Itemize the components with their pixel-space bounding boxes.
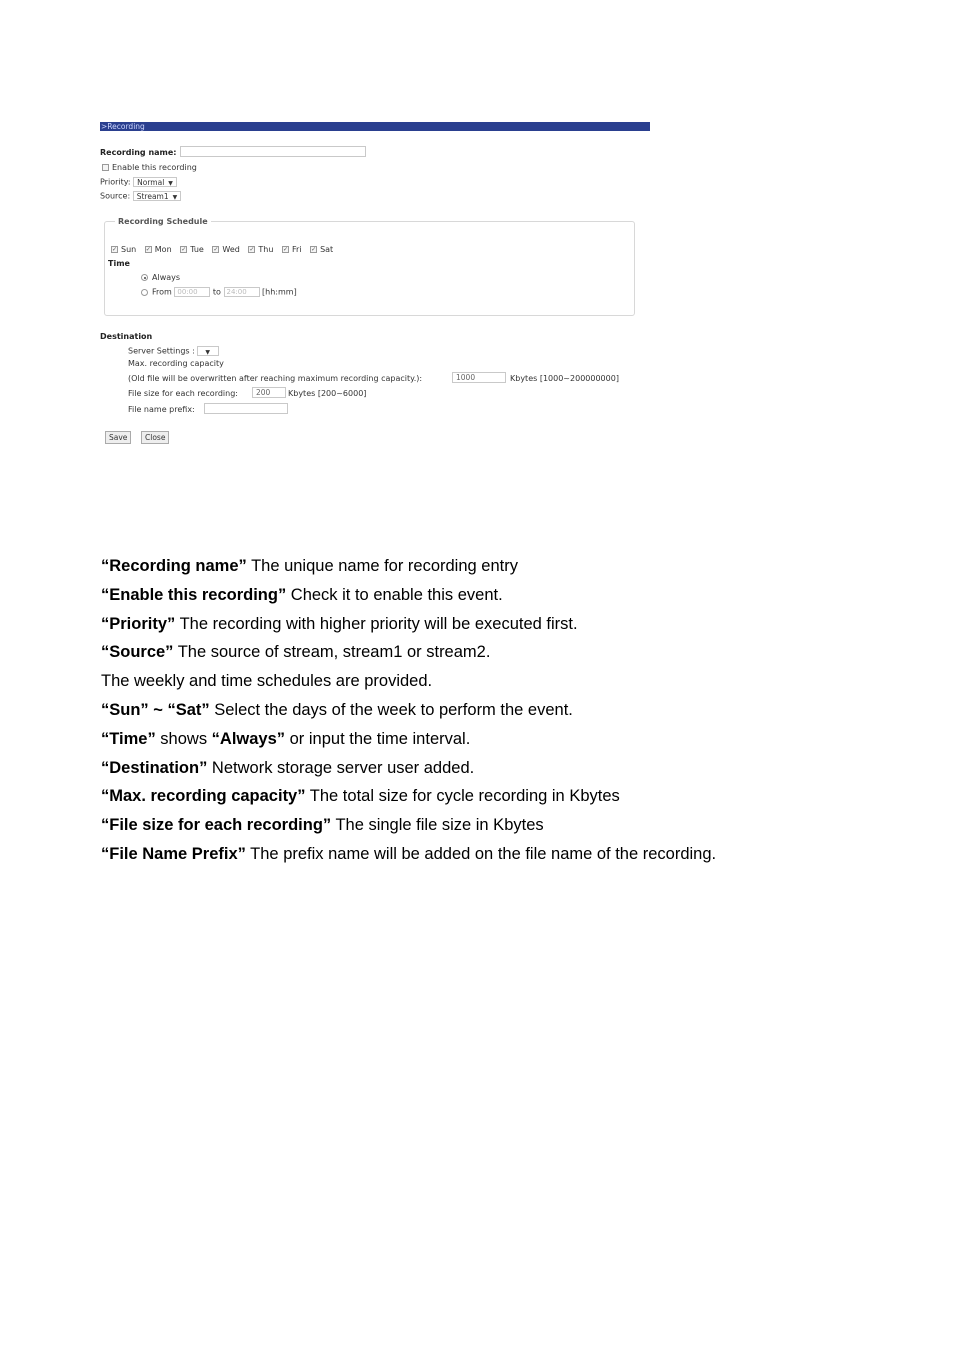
file-size-unit: Kbytes [200~6000] [288, 389, 367, 398]
days-row [111, 245, 339, 255]
day-label: Fri [291, 245, 302, 254]
day-checkbox[interactable]: ✓ [112, 246, 118, 253]
desc-term: “File Name Prefix” [101, 844, 246, 863]
server-settings-label: Server Settings : [128, 346, 195, 356]
enable-recording-checkbox[interactable] [102, 164, 109, 171]
field-descriptions [101, 552, 901, 869]
desc-recording-name [101, 552, 901, 581]
overwrite-note: (Old file will be overwritten after reaching maximum recording capacity.): [128, 374, 423, 383]
desc-max-capacity [101, 782, 901, 811]
day-checkbox[interactable]: ✓ [249, 246, 255, 253]
max-capacity-input[interactable]: 1000 [452, 372, 506, 383]
desc-text: The weekly and time schedules are provided. [101, 672, 433, 691]
priority-label: Priority: [100, 177, 131, 187]
day-mon[interactable] [145, 245, 172, 254]
prefix-input[interactable] [204, 403, 288, 414]
recording-settings-screenshot [100, 122, 650, 452]
desc-source [101, 638, 901, 667]
day-label: Sat [320, 245, 334, 254]
day-thu[interactable] [248, 245, 273, 254]
day-label: Sun [121, 245, 137, 254]
source-row [100, 191, 181, 202]
priority-value: Normal [137, 178, 165, 187]
desc-term: “File size for each recording” [101, 816, 332, 835]
destination-label: Destination [100, 332, 153, 341]
desc-enable [101, 581, 901, 610]
day-checkbox[interactable]: ✓ [213, 246, 219, 253]
enable-recording-label: Enable this recording [112, 163, 197, 172]
day-label: Wed [222, 245, 240, 254]
desc-term: “Time” [101, 729, 156, 748]
desc-text: The single file size in Kbytes [331, 816, 544, 835]
desc-term: “Max. recording capacity” [101, 787, 306, 806]
server-settings-select[interactable] [197, 346, 219, 356]
time-label: Time [108, 259, 130, 268]
desc-term: “Priority” [101, 614, 176, 633]
day-tue[interactable] [180, 245, 204, 254]
recording-schedule-legend: Recording Schedule [115, 217, 211, 226]
max-capacity-label: Max. recording capacity [128, 359, 224, 368]
desc-text: The unique name for recording entry [246, 557, 518, 575]
day-label: Thu [258, 245, 274, 254]
from-time-input[interactable]: 00:00 [174, 287, 210, 297]
day-checkbox[interactable]: ✓ [181, 246, 187, 253]
desc-text: The recording with higher priority will be executed first. [175, 614, 578, 633]
server-settings-row [128, 346, 219, 357]
desc-text: Network storage server user added. [207, 758, 475, 777]
to-time-input[interactable]: 24:00 [224, 287, 260, 297]
desc-priority [101, 610, 901, 639]
from-radio[interactable] [141, 289, 148, 296]
desc-schedules [101, 667, 901, 696]
file-size-input[interactable]: 200 [252, 387, 286, 398]
priority-select[interactable] [133, 177, 177, 187]
desc-text: The total size for cycle recording in Kbytes [305, 787, 620, 806]
source-select[interactable] [133, 191, 182, 201]
desc-text: shows [155, 729, 212, 748]
always-radio[interactable] [141, 274, 148, 281]
desc-term: “Enable this recording” [101, 585, 287, 604]
desc-term: “Sun” ~ “Sat” [101, 700, 210, 719]
day-wed[interactable] [212, 245, 239, 254]
time-format-hint: [hh:mm] [262, 287, 297, 297]
day-label: Mon [154, 245, 172, 254]
source-label: Source: [100, 191, 131, 201]
desc-file-size [101, 811, 901, 840]
desc-text: Select the days of the week to perform the event. [209, 700, 573, 719]
to-label: to [212, 287, 221, 297]
desc-text: The source of stream, stream1 or stream2. [173, 643, 491, 662]
recording-name-label: Recording name: [100, 148, 177, 157]
day-fri[interactable] [282, 245, 302, 254]
desc-file-prefix [101, 840, 901, 869]
close-button[interactable]: Close [141, 431, 169, 444]
source-value: Stream1 [136, 192, 169, 201]
priority-row [100, 177, 177, 188]
from-label: From [152, 287, 172, 297]
desc-term: “Recording name” [101, 557, 247, 575]
save-button[interactable]: Save [105, 431, 131, 444]
max-capacity-unit: Kbytes [1000~200000000] [510, 374, 619, 383]
file-size-label: File size for each recording: [128, 389, 238, 398]
day-checkbox[interactable]: ✓ [311, 246, 317, 253]
desc-term: “Always” [211, 729, 286, 748]
day-sat[interactable] [310, 245, 333, 254]
desc-term: “Source” [101, 643, 174, 662]
recording-name-input[interactable] [180, 146, 366, 157]
always-option[interactable] [141, 273, 180, 283]
desc-text: Check it to enable this event. [286, 585, 503, 604]
day-sun[interactable] [111, 245, 136, 254]
prefix-label: File name prefix: [128, 405, 195, 414]
desc-term: “Destination” [101, 758, 208, 777]
day-label: Tue [190, 245, 204, 254]
desc-days [101, 696, 901, 725]
desc-destination [101, 754, 901, 783]
chevron-down-icon: ▼ [168, 180, 173, 187]
chevron-down-icon: ▼ [205, 349, 210, 356]
recording-schedule-group [104, 217, 635, 316]
chevron-down-icon: ▼ [172, 194, 178, 201]
recording-title-bar: >Recording [100, 122, 650, 131]
always-label: Always [152, 273, 181, 282]
desc-text: or input the time interval. [285, 729, 471, 748]
day-checkbox[interactable]: ✓ [282, 246, 289, 253]
enable-recording-row[interactable] [102, 163, 197, 173]
day-checkbox[interactable]: ✓ [145, 246, 151, 253]
from-option [141, 287, 297, 298]
desc-text: The prefix name will be added on the file name of the recording. [245, 844, 717, 863]
desc-time [101, 725, 901, 754]
